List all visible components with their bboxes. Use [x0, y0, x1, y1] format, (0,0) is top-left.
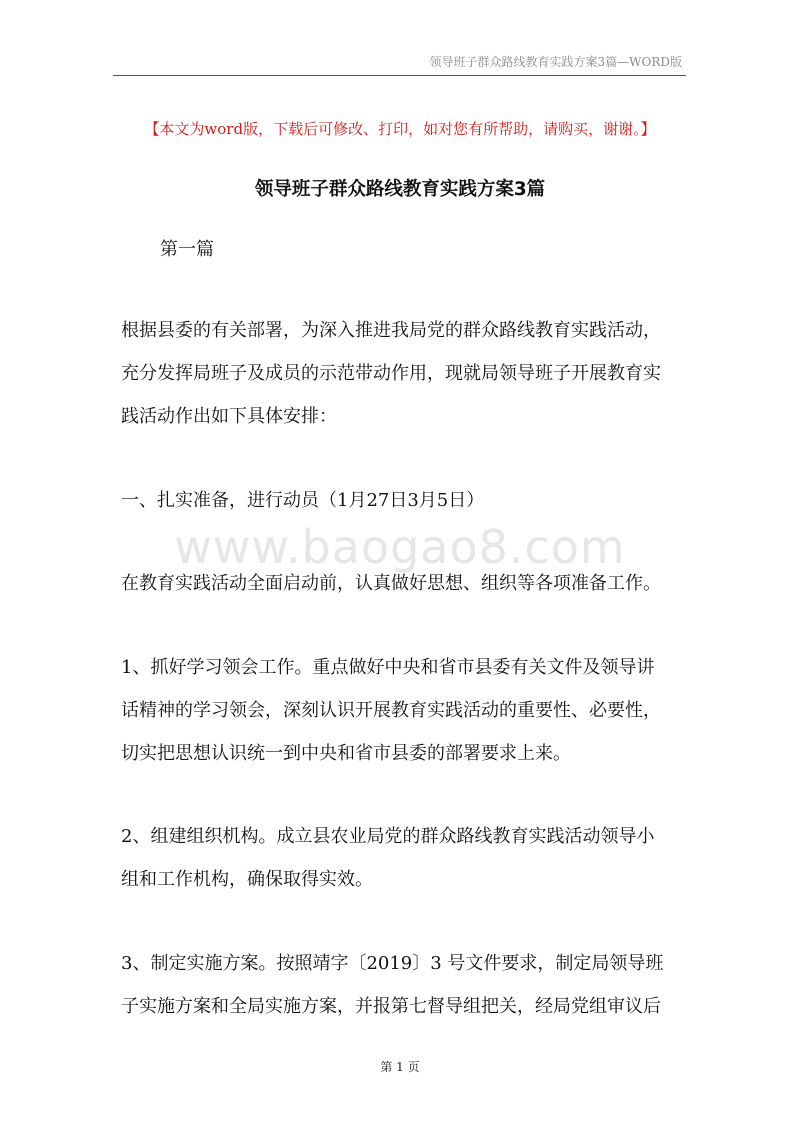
paragraph-line: 子实施方案和全局实施方案，并报第七督导组把关，经局党组审议后 [121, 996, 661, 1017]
section-label-text: 第一篇 [160, 239, 214, 260]
page-number: 第 1 页 [380, 1060, 420, 1074]
paragraph-preparation [121, 562, 687, 605]
header-divider [113, 75, 686, 76]
paragraph-item-one [121, 646, 687, 775]
paragraph-line: 切实把思想认识统一到中央和省市县委的部署要求上来。 [121, 743, 571, 764]
watermark: www.baogao8.com [174, 520, 626, 574]
paragraph-intro [121, 309, 687, 438]
paragraph-line: 根据县委的有关部署，为深入推进我局党的群众路线教育实践活动， [121, 320, 661, 341]
paragraph-line: 在教育实践活动全面启动前，认真做好思想、组织等各项准备工作。 [121, 573, 661, 594]
paragraph-line: 话精神的学习领会，深刻认识开展教育实践活动的重要性、必要性， [121, 700, 661, 721]
paragraph-line: 1、抓好学习领会工作。重点做好中央和省市县委有关文件及领导讲 [121, 657, 655, 678]
running-header: 领导班子群众路线教育实践方案3篇—WORD版 [429, 55, 682, 69]
document-title: 领导班子群众路线教育实践方案3篇 [254, 179, 546, 200]
paragraph-line: 2、组建组织机构。成立县农业局党的群众路线教育实践活动领导小 [121, 826, 655, 847]
paragraph-heading-one [121, 479, 687, 522]
download-notice: 【本文为word版，下载后可修改、打印，如对您有所帮助，请购买，谢谢。】 [144, 120, 656, 138]
paragraph-item-three [121, 942, 687, 1028]
paragraph-line: 组和工作机构，确保取得实效。 [121, 869, 373, 890]
paragraph-line: 践活动作出如下具体安排： [121, 406, 337, 427]
paragraph-line: 充分发挥局班子及成员的示范带动作用，现就局领导班子开展教育实 [121, 363, 661, 384]
paragraph-line: 一、扎实准备，进行动员（1月27日3月5日） [121, 490, 485, 511]
paragraph-line: 3、制定实施方案。按照靖字〔2019〕3 号文件要求，制定局领导班 [121, 953, 664, 974]
paragraph-item-two [121, 815, 687, 901]
section-label [160, 228, 726, 271]
